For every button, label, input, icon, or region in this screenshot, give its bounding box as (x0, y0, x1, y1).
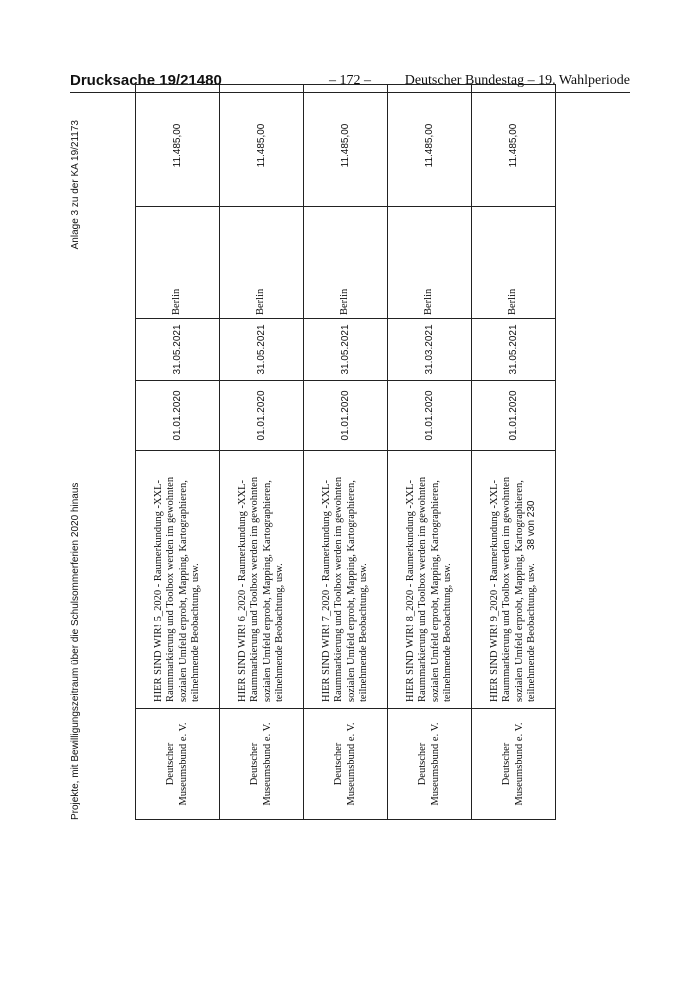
table-row (220, 85, 304, 820)
table-caption: Projekte, mit Bewilligungszeitraum über die Schulsommerferien 2020 hinaus (70, 482, 81, 820)
amount-cell: 11.485,00 (136, 85, 220, 207)
start-date-cell: 01.01.2020 (220, 381, 304, 451)
description-cell: HIER SIND WIR! 8_2020 - Raumerkundung -XXL- Raummarkierung und Toolbox werden im gewohnten sozialen Umfeld erprobt, Mapping, Kartographieren, teilnehmende Beobachtung, usw. (388, 451, 472, 709)
city-cell: Berlin (472, 207, 556, 319)
organization-cell: Deutscher Museumsbund e. V. (136, 709, 220, 820)
city-cell: Berlin (220, 207, 304, 319)
organization-cell: Deutscher Museumsbund e. V. (304, 709, 388, 820)
page-marker: – 172 – (329, 73, 371, 88)
amount-cell: 11.485,00 (472, 85, 556, 207)
drucksache-number: 19/21480 (159, 72, 222, 89)
end-date-cell: 31.05.2021 (136, 319, 220, 381)
projects-table (135, 84, 556, 820)
organization-cell: Deutscher Museumsbund e. V. (472, 709, 556, 820)
organization-cell: Deutscher Museumsbund e. V. (388, 709, 472, 820)
table-row (136, 85, 220, 820)
rotated-content (70, 120, 550, 820)
drucksache-label: Drucksache (70, 72, 156, 89)
end-date-cell: 31.05.2021 (472, 319, 556, 381)
description-cell: HIER SIND WIR! 5_2020 - Raumerkundung -XXL- Raummarkierung und Toolbox werden im gewohnten sozialen Umfeld erprobt, Mapping, Kartographieren, teilnehmende Beobachtung, usw. (136, 451, 220, 709)
end-date-cell: 31.05.2021 (220, 319, 304, 381)
end-date-cell: 31.05.2021 (304, 319, 388, 381)
page-count: 38 von 230 (526, 500, 537, 550)
description-cell: HIER SIND WIR! 6_2020 - Raumerkundung -XXL- Raummarkierung und Toolbox werden im gewohnten sozialen Umfeld erprobt, Mapping, Kartographieren, teilnehmende Beobachtung, usw. (220, 451, 304, 709)
start-date-cell: 01.01.2020 (472, 381, 556, 451)
organization-cell: Deutscher Museumsbund e. V. (220, 709, 304, 820)
amount-cell: 11.485,00 (220, 85, 304, 207)
start-date-cell: 01.01.2020 (136, 381, 220, 451)
table-row (472, 85, 556, 820)
amount-cell: 11.485,00 (388, 85, 472, 207)
start-date-cell: 01.01.2020 (304, 381, 388, 451)
table-row (304, 85, 388, 820)
publisher: Deutscher Bundestag – 19. Wahlperiode (404, 73, 630, 88)
amount-cell: 11.485,00 (304, 85, 388, 207)
city-cell: Berlin (136, 207, 220, 319)
table-row (388, 85, 472, 820)
description-cell: HIER SIND WIR! 7_2020 - Raumerkundung -XXL- Raummarkierung und Toolbox werden im gewohnten sozialen Umfeld erprobt, Mapping, Kartographieren, teilnehmende Beobachtung, usw. (304, 451, 388, 709)
end-date-cell: 31.03.2021 (388, 319, 472, 381)
city-cell: Berlin (304, 207, 388, 319)
city-cell: Berlin (388, 207, 472, 319)
description-cell: HIER SIND WIR! 9_2020 - Raumerkundung -XXL- Raummarkierung und Toolbox werden im gewohnten sozialen Umfeld erprobt, Mapping, Kartographieren, teilnehmende Beobachtung, usw. (472, 451, 556, 709)
start-date-cell: 01.01.2020 (388, 381, 472, 451)
annex-label: Anlage 3 zu der KA 19/21173 (70, 120, 81, 250)
